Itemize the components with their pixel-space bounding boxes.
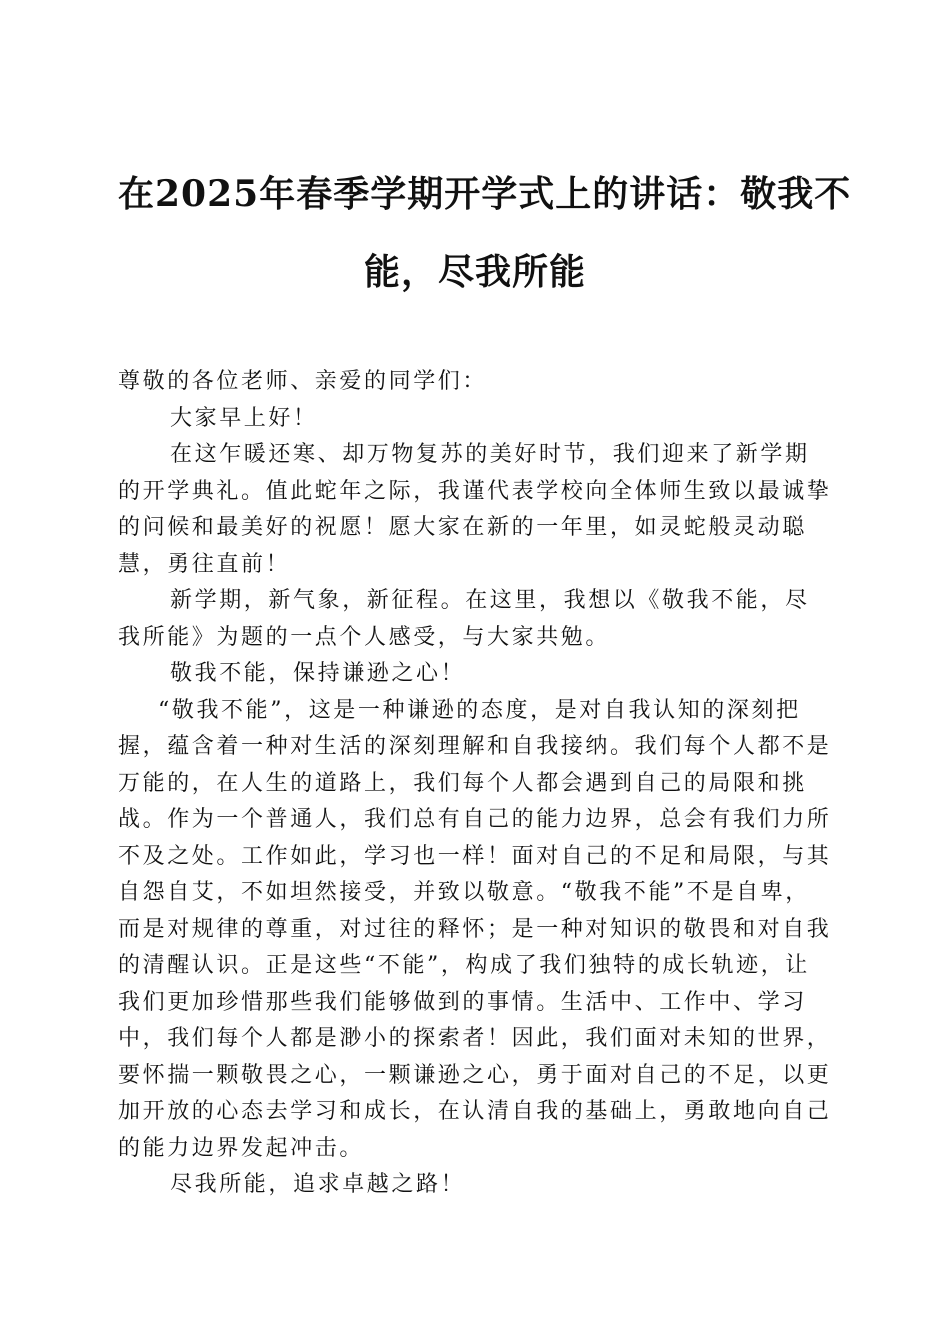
- page-title: [118, 170, 852, 326]
- theme-paragraph: 新学期，新气象，新征程。在这里，我想以《敬我不能，尽我所能》为题的一点个人感受，与大家共勉。: [118, 588, 810, 650]
- salutation: 尊敬的各位老师、亲爱的同学们：: [118, 369, 488, 394]
- title-line-2: 能，尽我所能: [363, 251, 586, 293]
- section-1-paragraph: “敬我不能”，这是一种谦逊的态度，是对自我认知的深刻把握，蕴含着一种对生活的深刻理解和自我接纳。我们每个人都不是万能的，在人生的道路上，我们每个人都会遇到自己的局限和挑战。作为一个普通人，我们总有自己的能力边界，总会有我们力所不及之处。工作如此，学习也一样！面对自己的不足和局限，与其自怨自艾，不如坦然接受，并致以敬意。“敬我不能”不是自卑，而是对规律的尊重，对过往的释怀；是一种对知识的敬畏和对自我的清醒认识。正是这些“不能”，构成了我们独特的成长轨迹，让我们更加珍惜那些我们能够做到的事情。生活中、工作中、学习中，我们每个人都是渺小的探索者！因此，我们面对未知的世界，要怀揣一颗敬畏之心，一颗谦逊之心，勇于面对自己的不足，以更加开放的心态去学习和成长，在认清自我的基础上，勇敢地向自己的能力边界发起冲击。: [118, 697, 832, 1161]
- section-heading-1: 敬我不能，保持谦逊之心！: [170, 661, 466, 686]
- speech-body: [118, 364, 832, 1204]
- opening-paragraph: 在这乍暖还寒、却万物复苏的美好时节，我们迎来了新学期的开学典礼。值此蛇年之际，我谨代表学校向全体师生致以最诚挚的问候和最美好的祝愿！愿大家在新的一年里，如灵蛇般灵动聪慧，勇往直前！: [118, 442, 832, 577]
- title-line-1: 在2025年春季学期开学式上的讲话：敬我不: [118, 173, 852, 215]
- greeting-paragraph: 大家早上好！: [170, 405, 318, 431]
- section-heading-2: 尽我所能，追求卓越之路！: [170, 1172, 466, 1197]
